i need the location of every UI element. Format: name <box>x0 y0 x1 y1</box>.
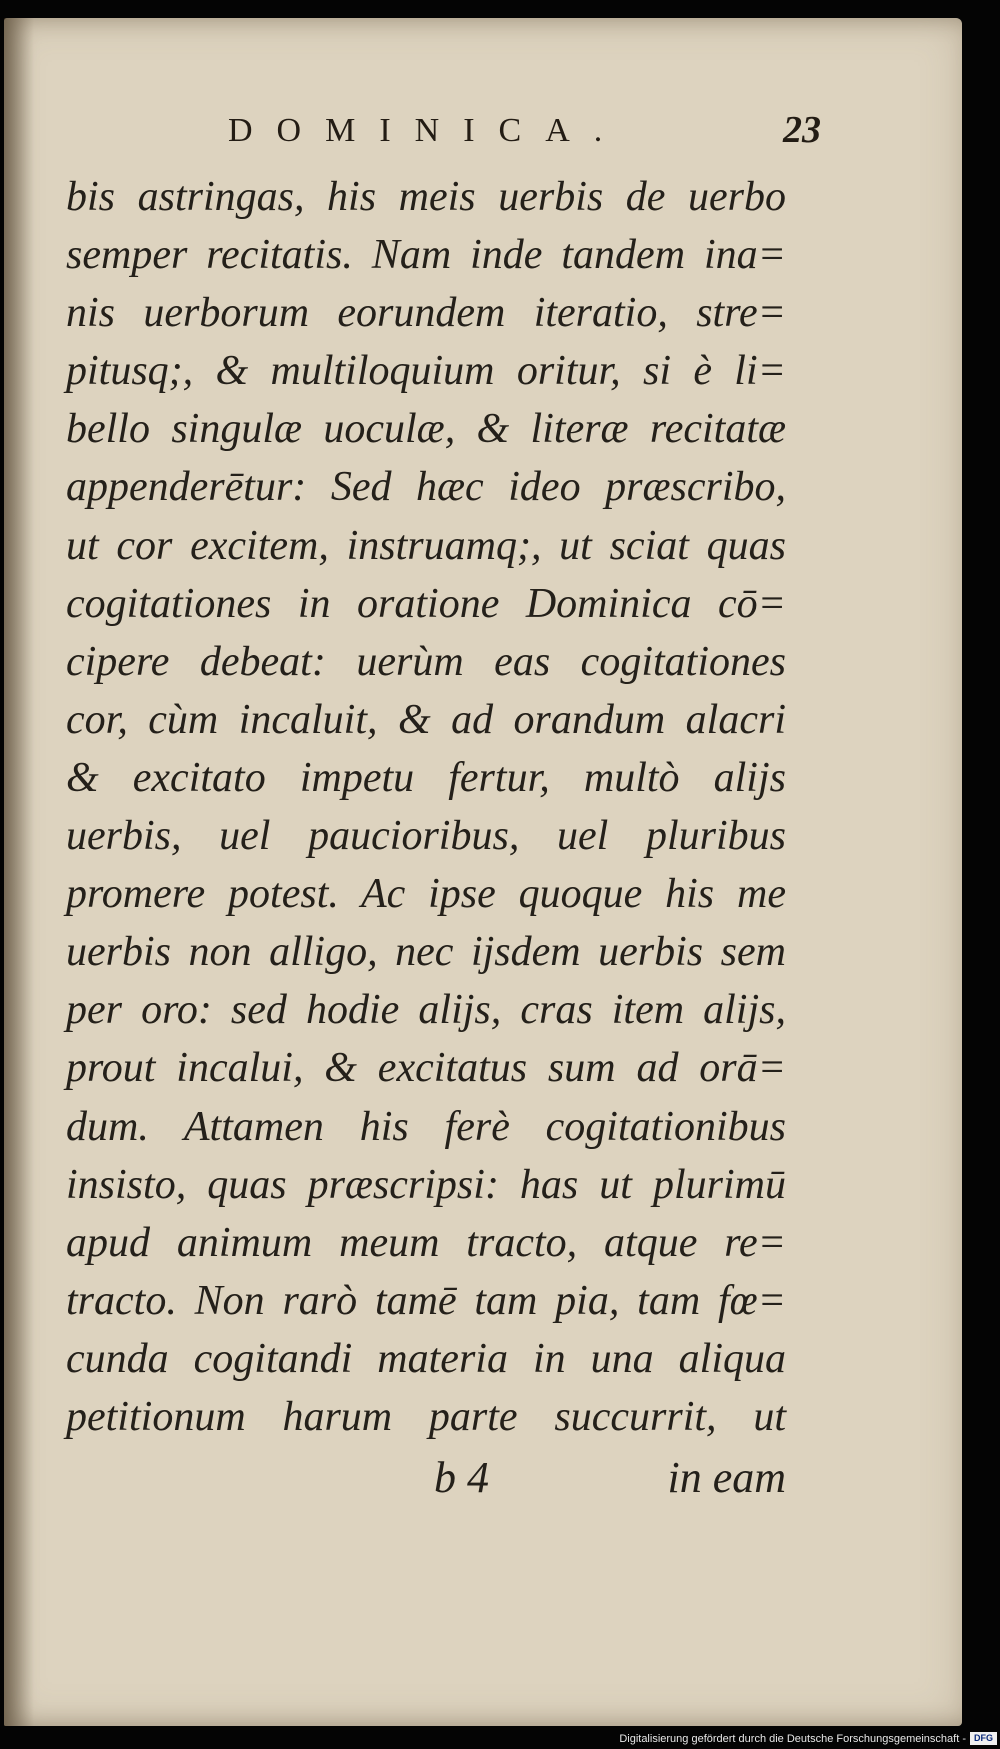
text-line: nis uerborum eorundem iteratio, stre= <box>66 290 786 337</box>
running-head: DOMINICA. <box>228 112 627 149</box>
text-line: insisto, quas præscripsi: has ut plurimū <box>66 1161 786 1208</box>
text-line: & excitato impetu fertur, multò alijs <box>66 754 786 801</box>
text-line: promere potest. Ac ipse quoque his me <box>66 871 786 918</box>
text-line: uerbis non alligo, nec ijsdem uerbis sem <box>66 929 786 976</box>
text-line: ut cor excitem, instruamq;, ut sciat quas <box>66 522 786 569</box>
catchword: in eam <box>667 1453 786 1502</box>
signature-mark: b 4 <box>434 1453 489 1502</box>
text-line: bello singulæ uoculæ, & literæ recitatæ <box>66 406 786 453</box>
text-line: cipere debeat: uerùm eas cogitationes <box>66 638 786 685</box>
page-number: 23 <box>783 109 821 151</box>
text-line: appenderētur: Sed hæc ideo præscribo, <box>66 464 786 511</box>
text-line: apud animum meum tracto, atque re= <box>66 1219 786 1266</box>
text-line: prout incalui, & excitatus sum ad orā= <box>66 1045 786 1092</box>
text-line: dum. Attamen his ferè cogitationibus <box>66 1103 786 1150</box>
body-text <box>66 168 786 1446</box>
text-line: pitusq;, & multiloquium oritur, si è li= <box>66 348 786 395</box>
page-gutter-shadow <box>4 18 34 1726</box>
text-line: uerbis, uel paucioribus, uel pluribus <box>66 813 786 860</box>
page-header <box>228 108 828 158</box>
page-footer <box>66 1452 786 1512</box>
text-line: petitionum harum parte succurrit, ut <box>66 1393 786 1440</box>
text-line: tracto. Non rarò tamē tam pia, tam fœ= <box>66 1277 786 1324</box>
text-line: cunda cogitandi materia in una aliqua <box>66 1335 786 1382</box>
digitization-credit <box>600 1728 1000 1749</box>
dfg-logo-icon: DFG <box>970 1732 997 1745</box>
text-line: cogitationes in oratione Dominica cō= <box>66 580 786 627</box>
text-line: per oro: sed hodie alijs, cras item alijs, <box>66 987 786 1034</box>
credit-text: Digitalisierung gefördert durch die Deutsche Forschungsgemeinschaft - <box>619 1732 966 1745</box>
text-line: cor, cùm incaluit, & ad orandum alacri <box>66 696 786 743</box>
text-line: bis astringas, his meis uerbis de uerbo <box>66 174 786 220</box>
text-line: semper recitatis. Nam inde tandem ina= <box>66 232 786 279</box>
